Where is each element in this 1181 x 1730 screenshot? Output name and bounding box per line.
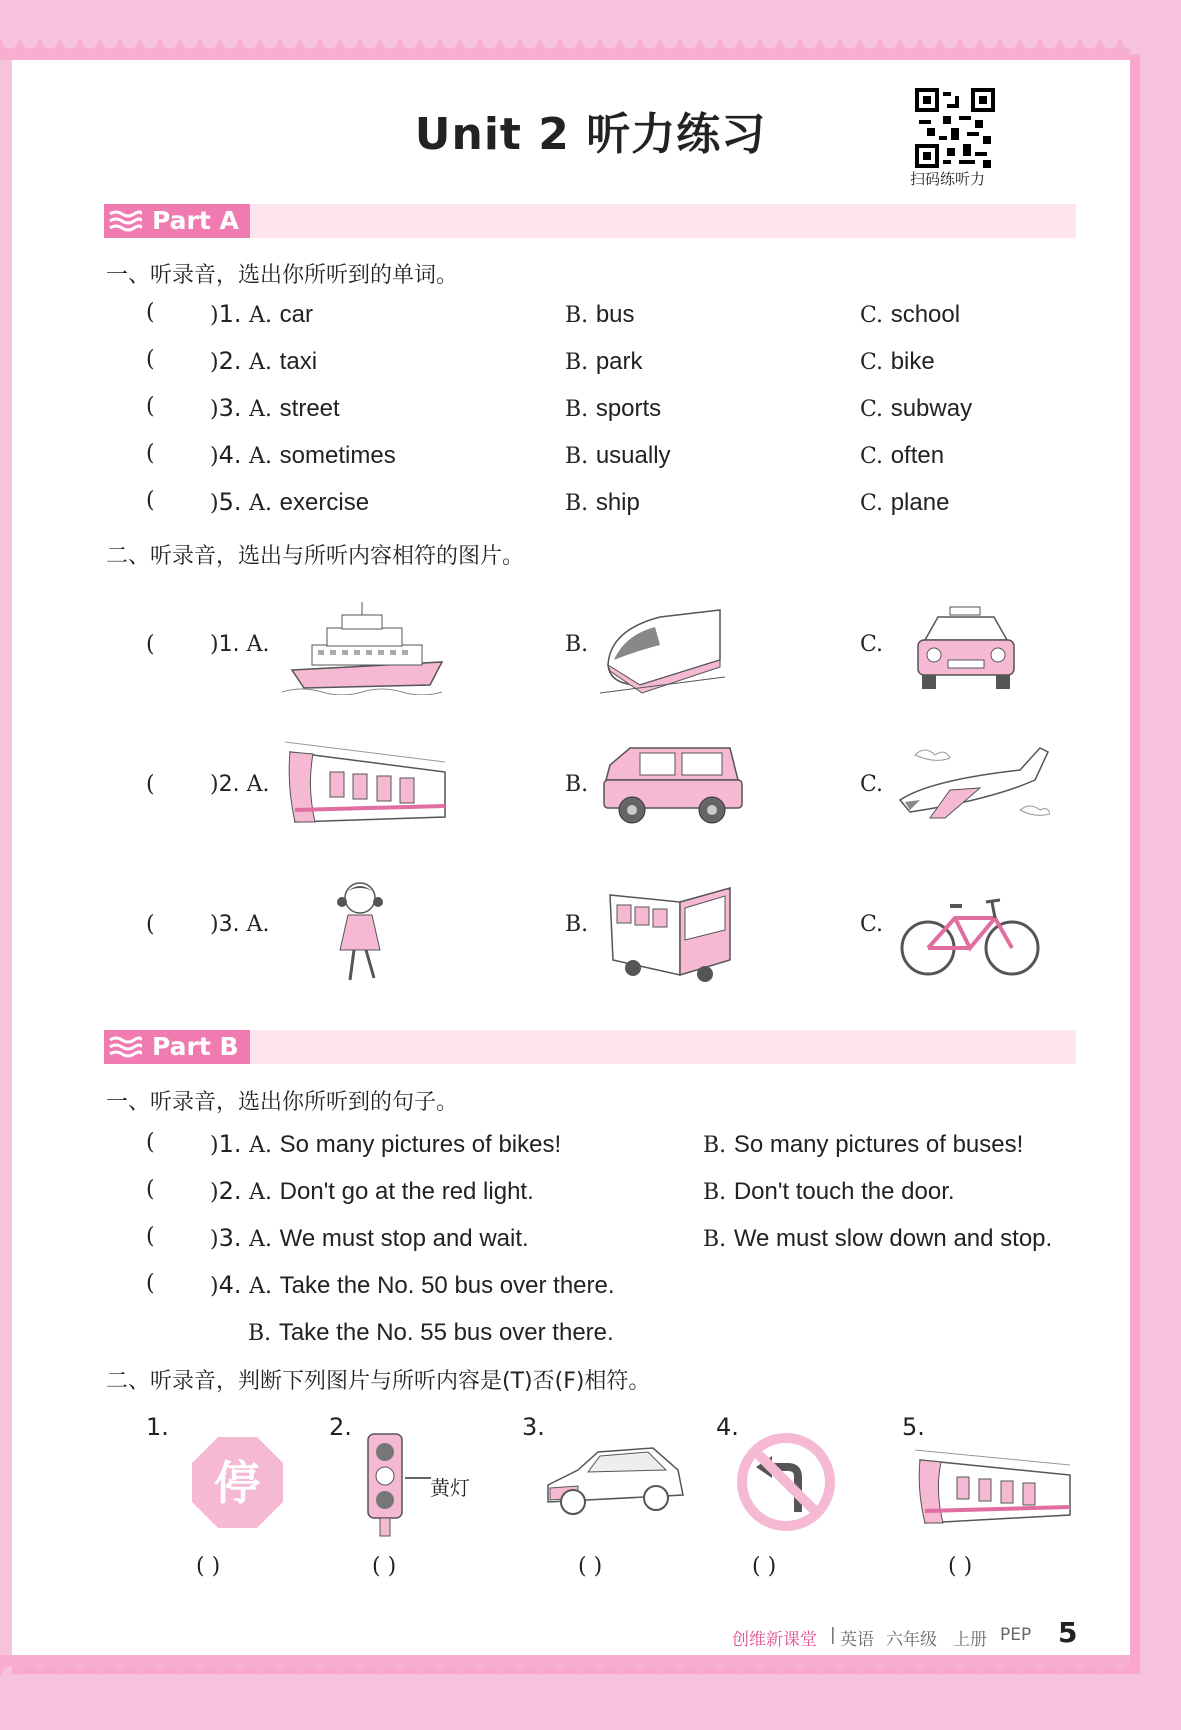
part-b-label: Part B	[152, 1032, 239, 1061]
word-option-c	[860, 300, 960, 329]
option-letter: B.	[565, 444, 589, 469]
item-num: 3.	[522, 1413, 545, 1441]
wave-lines-icon	[108, 209, 142, 233]
option-letter: A.	[246, 632, 270, 657]
item-num: 3.	[218, 912, 240, 937]
no-left-turn-icon[interactable]	[736, 1432, 836, 1532]
word-option-b	[565, 300, 635, 329]
footer-grade: 六年级	[886, 1630, 937, 1650]
page-title: Unit 2 听力练习	[414, 109, 767, 160]
sentence-option-b	[703, 1177, 955, 1206]
option-letter: B.	[565, 912, 589, 937]
option-a-text: We must stop and wait.	[279, 1225, 529, 1252]
wave-lines-icon	[108, 1035, 142, 1059]
part-a-section1-heading: 一、听录音，选出你所听到的单词。	[106, 263, 459, 288]
word-item	[210, 394, 340, 423]
option-letter: B.	[565, 632, 589, 657]
item-num: 4.	[218, 1271, 242, 1299]
yellow-light-caption: 黄灯	[430, 1476, 470, 1500]
qr-code-icon[interactable]	[915, 88, 995, 168]
answer-paren-open[interactable]: (	[146, 1130, 155, 1155]
item-num: 1.	[218, 1130, 242, 1158]
option-b-text: So many pictures of buses!	[733, 1131, 1024, 1158]
option-letter: C.	[860, 772, 884, 797]
item-num: 3.	[218, 1224, 242, 1252]
option-c-text: subway	[890, 395, 973, 422]
option-a-text: So many pictures of bikes!	[279, 1131, 562, 1158]
answer-paren-open[interactable]: (	[146, 300, 155, 325]
picture-item-num	[210, 912, 269, 937]
option-letter: A.	[249, 1274, 273, 1299]
option-b-text: usually	[595, 442, 671, 469]
tf-answer-blank[interactable]: ( )	[752, 1554, 777, 1579]
option-letter: C.	[860, 303, 884, 328]
answer-paren-open[interactable]: (	[146, 488, 155, 513]
paren-close: )	[210, 1180, 219, 1205]
tf-answer-blank[interactable]: ( )	[196, 1554, 221, 1579]
word-option-b	[565, 394, 661, 423]
item-num: 2.	[218, 347, 242, 375]
part-a-label: Part A	[152, 206, 239, 235]
stop-sign-text: 停	[214, 1456, 260, 1510]
picture-item-num	[210, 632, 269, 657]
sentence-item	[210, 1130, 561, 1159]
option-c-text: plane	[890, 489, 950, 516]
item-num: 4.	[218, 441, 242, 469]
sentence-item	[210, 1271, 615, 1300]
paren-close: )	[210, 912, 219, 937]
part-b-section1-heading: 一、听录音，选出你所听到的句子。	[106, 1090, 459, 1115]
item-num: 2.	[218, 772, 240, 797]
option-b-text: sports	[595, 395, 662, 422]
option-a-text: exercise	[279, 489, 370, 516]
paren-close: )	[210, 303, 219, 328]
footer-subject: 英语	[840, 1630, 874, 1650]
tf-answer-blank[interactable]: ( )	[372, 1554, 397, 1579]
answer-paren-open[interactable]: (	[146, 394, 155, 419]
ship-icon[interactable]	[282, 600, 452, 695]
answer-paren-open[interactable]: (	[146, 632, 155, 657]
option-letter: A.	[249, 491, 273, 516]
option-letter: B.	[703, 1180, 727, 1205]
option-b-text: Don't touch the door.	[733, 1178, 955, 1205]
option-a-text: taxi	[279, 348, 318, 375]
answer-paren-open[interactable]: (	[146, 912, 155, 937]
subway-icon[interactable]	[285, 732, 450, 832]
option-letter: B.	[565, 491, 589, 516]
subway-icon[interactable]	[915, 1435, 1075, 1530]
option-c-text: school	[890, 301, 961, 328]
option-letter: B.	[565, 303, 589, 328]
bus-icon[interactable]	[605, 880, 735, 985]
item-num: 1.	[146, 1413, 169, 1441]
pointer-line	[405, 1476, 431, 1480]
sentence-option-b	[703, 1224, 1052, 1253]
answer-paren-open[interactable]: (	[146, 772, 155, 797]
sentence-item	[210, 1177, 534, 1206]
train-icon[interactable]	[600, 605, 725, 695]
option-letter: A.	[246, 912, 270, 937]
option-letter: B.	[565, 397, 589, 422]
paren-close: )	[210, 350, 219, 375]
option-letter: B.	[703, 1133, 727, 1158]
option-letter: C.	[860, 397, 884, 422]
paren-close: )	[210, 444, 219, 469]
word-option-c	[860, 347, 935, 376]
option-a-text: Take the No. 50 bus over there.	[279, 1272, 615, 1299]
paren-close: )	[210, 772, 219, 797]
paren-close: )	[210, 632, 219, 657]
option-b-text: park	[595, 348, 643, 375]
option-b-text: We must slow down and stop.	[733, 1225, 1053, 1252]
option-c-text: bike	[890, 348, 935, 375]
paren-close: )	[210, 1274, 219, 1299]
bike-icon[interactable]	[900, 888, 1040, 978]
part-b-section2-heading: 二、听录音，判断下列图片与所听内容是(T)否(F)相符。	[106, 1369, 651, 1394]
option-b-text: Take the No. 55 bus over there.	[278, 1319, 614, 1346]
stop-sign-icon[interactable]	[190, 1435, 285, 1530]
answer-paren-open[interactable]: (	[146, 347, 155, 372]
word-option-b	[565, 347, 643, 376]
page-sheet	[12, 54, 1140, 1674]
option-letter: C.	[860, 444, 884, 469]
picture-item-num	[210, 772, 269, 797]
answer-paren-open[interactable]: (	[146, 441, 155, 466]
part-a-bar	[104, 204, 1076, 238]
option-a-text: sometimes	[279, 442, 396, 469]
part-b-bar	[104, 1030, 1076, 1064]
word-item	[210, 441, 396, 470]
item-num: 1.	[218, 632, 240, 657]
option-letter: C.	[860, 350, 884, 375]
option-letter: C.	[860, 632, 884, 657]
option-letter: B.	[565, 350, 589, 375]
word-item	[210, 488, 369, 517]
option-letter: A.	[249, 1227, 273, 1252]
item-num: 4.	[716, 1413, 739, 1441]
paren-close: )	[210, 1133, 219, 1158]
sentence-option-b	[703, 1130, 1023, 1159]
option-letter: A.	[249, 1180, 273, 1205]
option-letter: A.	[249, 1133, 273, 1158]
bottom-wave-border	[0, 1655, 1130, 1675]
option-b-text: ship	[595, 489, 640, 516]
traffic-light-icon[interactable]	[360, 1432, 410, 1537]
option-a-text: street	[279, 395, 340, 422]
plane-icon[interactable]	[890, 740, 1050, 830]
item-num: 2.	[329, 1413, 352, 1441]
option-letter: A.	[249, 303, 273, 328]
word-item	[210, 347, 317, 376]
car-icon[interactable]	[600, 740, 745, 825]
word-option-c	[860, 488, 949, 517]
item-num: 3.	[218, 394, 242, 422]
word-option-b	[565, 488, 640, 517]
paren-close: )	[210, 397, 219, 422]
option-letter: B.	[248, 1321, 272, 1346]
word-option-c	[860, 441, 944, 470]
part-a-tag	[104, 204, 250, 238]
walking-girl-icon[interactable]	[330, 880, 390, 990]
car-icon[interactable]	[538, 1440, 688, 1520]
option-letter: B.	[703, 1227, 727, 1252]
qr-caption: 扫码练听力	[910, 170, 986, 188]
tf-answer-blank[interactable]: ( )	[948, 1554, 973, 1579]
page-number: 5	[1058, 1616, 1078, 1649]
taxi-icon[interactable]	[910, 605, 1022, 695]
option-letter: A.	[249, 350, 273, 375]
sentence-item	[210, 1224, 529, 1253]
word-item	[210, 300, 313, 329]
paren-close: )	[210, 1227, 219, 1252]
item-num: 1.	[218, 300, 242, 328]
option-letter: C.	[860, 491, 884, 516]
item-num: 2.	[218, 1177, 242, 1205]
tf-answer-blank[interactable]: ( )	[578, 1554, 603, 1579]
part-b-tag	[104, 1030, 250, 1064]
option-a-text: Don't go at the red light.	[279, 1178, 534, 1205]
option-c-text: often	[890, 442, 945, 469]
answer-paren-open[interactable]: (	[146, 1224, 155, 1249]
sentence-option-b	[248, 1318, 614, 1347]
word-option-c	[860, 394, 972, 423]
option-letter: A.	[249, 397, 273, 422]
part-a-section2-heading: 二、听录音，选出与所听内容相符的图片。	[106, 544, 525, 569]
option-a-text: car	[279, 301, 314, 328]
option-letter: C.	[860, 912, 884, 937]
footer-term: 上册	[953, 1630, 987, 1650]
answer-paren-open[interactable]: (	[146, 1271, 155, 1296]
top-wave-border	[0, 40, 1130, 60]
option-letter: A.	[249, 444, 273, 469]
footer-edition: PEP	[1000, 1625, 1032, 1645]
footer-sep: |	[830, 1625, 836, 1645]
option-letter: A.	[246, 772, 270, 797]
item-num: 5.	[902, 1413, 925, 1441]
paren-close: )	[210, 491, 219, 516]
option-b-text: bus	[595, 301, 635, 328]
item-num: 5.	[218, 488, 242, 516]
footer-brand: 创维新课堂	[732, 1630, 817, 1650]
word-option-b	[565, 441, 671, 470]
option-letter: B.	[565, 772, 589, 797]
answer-paren-open[interactable]: (	[146, 1177, 155, 1202]
